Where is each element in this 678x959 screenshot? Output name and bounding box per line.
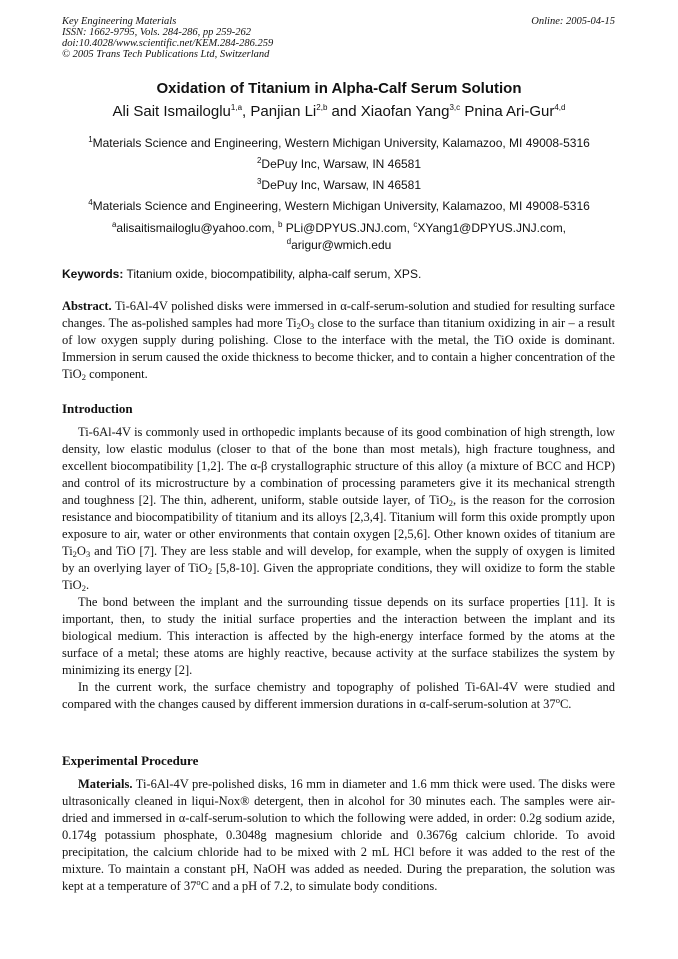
affiliation	[0, 175, 678, 192]
paragraph-text: Ti-6Al-4V pre-polished disks, 16 mm in diameter and 1.6 mm thick were used. The disks were ultrasonically cleaned in liqui-Nox® detergent, then in alcohol for 30 minutes each. The samples were air-dried and immersed in α-calf-serum-solution to which the following were added, in order: 0.2g sodium azide, 0.174g potassium phosphate, 0.3048g magnesium chloride and 0.3676g calcium chloride. To avoid precipitation, the calcium chloride had to be mixed with 2 mL HCl before it was added to the rest of the mixture. To maintain a constant pH, NaOH was added as needed. During the preparation, the solution was kept at a temperature of 37	[62, 777, 615, 893]
subscript: 2	[296, 321, 301, 331]
introduction	[62, 424, 615, 713]
email-address[interactable]: arigur@wmich.edu	[291, 238, 392, 252]
paragraph-text: Ti-6Al-4V is commonly used in orthopedic implants because of its good combination of high strength, low density, low elastic modulus (closer to that of the bone than most metals), high fracture toughness, and excellent biocompatibility [1,2]. The α-β crystallographic structure of this alloy (a mixture of BCC and HCP) and control of its microstructure by a combination of processing parameters give it its mechanical strength and toughness [2]. The thin, adherent, uniform, stable outside layer, of TiO	[62, 425, 615, 507]
author-affiliation-mark: 1,a	[230, 103, 243, 112]
experimental-procedure	[62, 776, 615, 895]
subscript: 2	[448, 498, 453, 508]
introduction-paragraph: The bond between the implant and the surrounding tissue depends on its surface properties [11]. It is important, then, to study the initial surface properties and the interaction between the implant and its biological medium. This interaction is affected by the high-energy interface formed by the atoms at the surface of a metal; these atoms are highly reactive, because activity at the surface stabilizes the system by minimizing its energy [2].	[62, 595, 615, 677]
author-affiliation-mark: 4,d	[554, 103, 566, 112]
subscript: 2	[81, 583, 86, 593]
email-address[interactable]: PLi@DPYUS.JNJ.com,	[282, 221, 414, 235]
journal-doi: doi:10.4028/www.scientific.net/KEM.284-286.259	[62, 38, 274, 49]
paragraph-text: .	[85, 578, 90, 592]
abstract-paragraph	[62, 298, 615, 383]
email-mark: c	[413, 220, 418, 229]
materials-label: Materials.	[78, 777, 133, 791]
author-separator: and	[327, 103, 361, 120]
subscript: 2	[72, 549, 77, 559]
email-address[interactable]: alisaitismailoglu@yahoo.com,	[116, 221, 279, 235]
subscript: 2	[207, 566, 213, 576]
paper-title: Oxidation of Titanium in Alpha-Calf Serum Solution	[156, 80, 522, 97]
abstract-text: component.	[85, 367, 148, 381]
introduction-paragraph	[62, 679, 615, 713]
author-name: Ali Sait Ismailoglu	[112, 103, 231, 120]
affiliation-text: DePuy Inc, Warsaw, IN 46581	[261, 157, 422, 171]
abstract-label: Abstract.	[62, 299, 112, 313]
affiliation	[0, 133, 678, 150]
introduction-paragraph	[62, 424, 615, 594]
email-mark: a	[111, 220, 117, 229]
affiliation-text: Materials Science and Engineering, Western Michigan University, Kalamazoo, MI 49008-5316	[92, 199, 590, 213]
journal-name: Key Engineering Materials	[62, 16, 177, 27]
author-list	[0, 103, 678, 120]
subscript: 2	[81, 372, 86, 382]
affiliation-number: 2	[256, 156, 262, 165]
keywords-label: Keywords:	[62, 267, 124, 281]
abstract-text: close to the surface than titanium oxidizing in air – a result of low oxygen supply during polishing. Close to the interface with the metal, the TiO oxide is dominant. Immersion in serum caused the oxide thickness to become thicker, and to contain a higher concentration of the TiO	[62, 316, 615, 381]
online-date: Online: 2005-04-15	[531, 16, 615, 27]
paragraph-text: C.	[559, 697, 572, 711]
email-address[interactable]: XYang1@DPYUS.JNJ.com,	[417, 221, 567, 235]
journal-header	[62, 16, 273, 60]
journal-issn: ISSN: 1662-9795, Vols. 284-286, pp 259-262	[62, 27, 251, 38]
affiliation-number: 3	[256, 177, 262, 186]
author-name: Pnina Ari-Gur	[464, 103, 555, 120]
author-affiliation-mark: 2,b	[316, 103, 328, 112]
affiliation	[0, 196, 678, 213]
affiliation	[0, 154, 678, 171]
author-name: Panjian Li	[250, 103, 317, 120]
author-affiliation-mark: 3,c	[449, 103, 461, 112]
subscript: 3	[85, 549, 91, 559]
author-name: Xiaofan Yang	[360, 103, 450, 120]
section-heading-introduction: Introduction	[62, 401, 133, 416]
paragraph-text: O	[76, 544, 86, 558]
author-separator: ,	[242, 103, 251, 120]
subscript: 3	[309, 321, 315, 331]
paragraph-text: and TiO [7]. They are less stable and will develop, for example, when the supply of oxygen is limited by an overlying layer of TiO	[62, 544, 615, 575]
abstract-text: Ti-6Al-4V polished disks were immersed in α-calf-serum-solution and studied for resulting surface changes. The as-polished samples had more Ti	[62, 299, 615, 330]
journal-copyright: © 2005 Trans Tech Publications Ltd, Switzerland	[62, 49, 270, 60]
paragraph-text: In the current work, the surface chemistry and topography of polished Ti-6Al-4V were studied and compared with the changes caused by different immersion durations in α-calf-serum-solution at 37	[62, 680, 615, 711]
email-mark: d	[286, 237, 292, 246]
affiliation-number: 4	[88, 198, 93, 207]
email-list	[60, 218, 618, 252]
paragraph-text: C and a pH of 7.2, to simulate body conditions.	[200, 879, 438, 893]
affiliation-text: Materials Science and Engineering, Western Michigan University, Kalamazoo, MI 49008-5316	[92, 136, 590, 150]
abstract	[62, 298, 615, 383]
affiliation-number: 1	[88, 135, 93, 144]
section-heading-experimental: Experimental Procedure	[62, 753, 199, 768]
paragraph-text: [5,8-10]. Given the appropriate conditions, they will oxidize to form the stable TiO	[62, 561, 616, 592]
keywords-text: Titanium oxide, biocompatibility, alpha-calf serum, XPS.	[126, 267, 422, 281]
experimental-paragraph	[62, 776, 615, 895]
affiliation-text: DePuy Inc, Warsaw, IN 46581	[261, 178, 422, 192]
keywords	[62, 267, 421, 281]
superscript: o	[196, 877, 201, 887]
superscript: o	[555, 695, 560, 705]
paragraph-text: , is the reason for the corrosion resistance and biocompatibility of titanium and its alloys [2,3,4]. Titanium will form this oxide promptly upon exposure to air, water or other environments that contain oxygen [2,5,6]. Other known oxides of titanium are Ti	[62, 493, 615, 558]
email-mark: b	[278, 220, 283, 229]
abstract-text: O	[300, 316, 310, 330]
